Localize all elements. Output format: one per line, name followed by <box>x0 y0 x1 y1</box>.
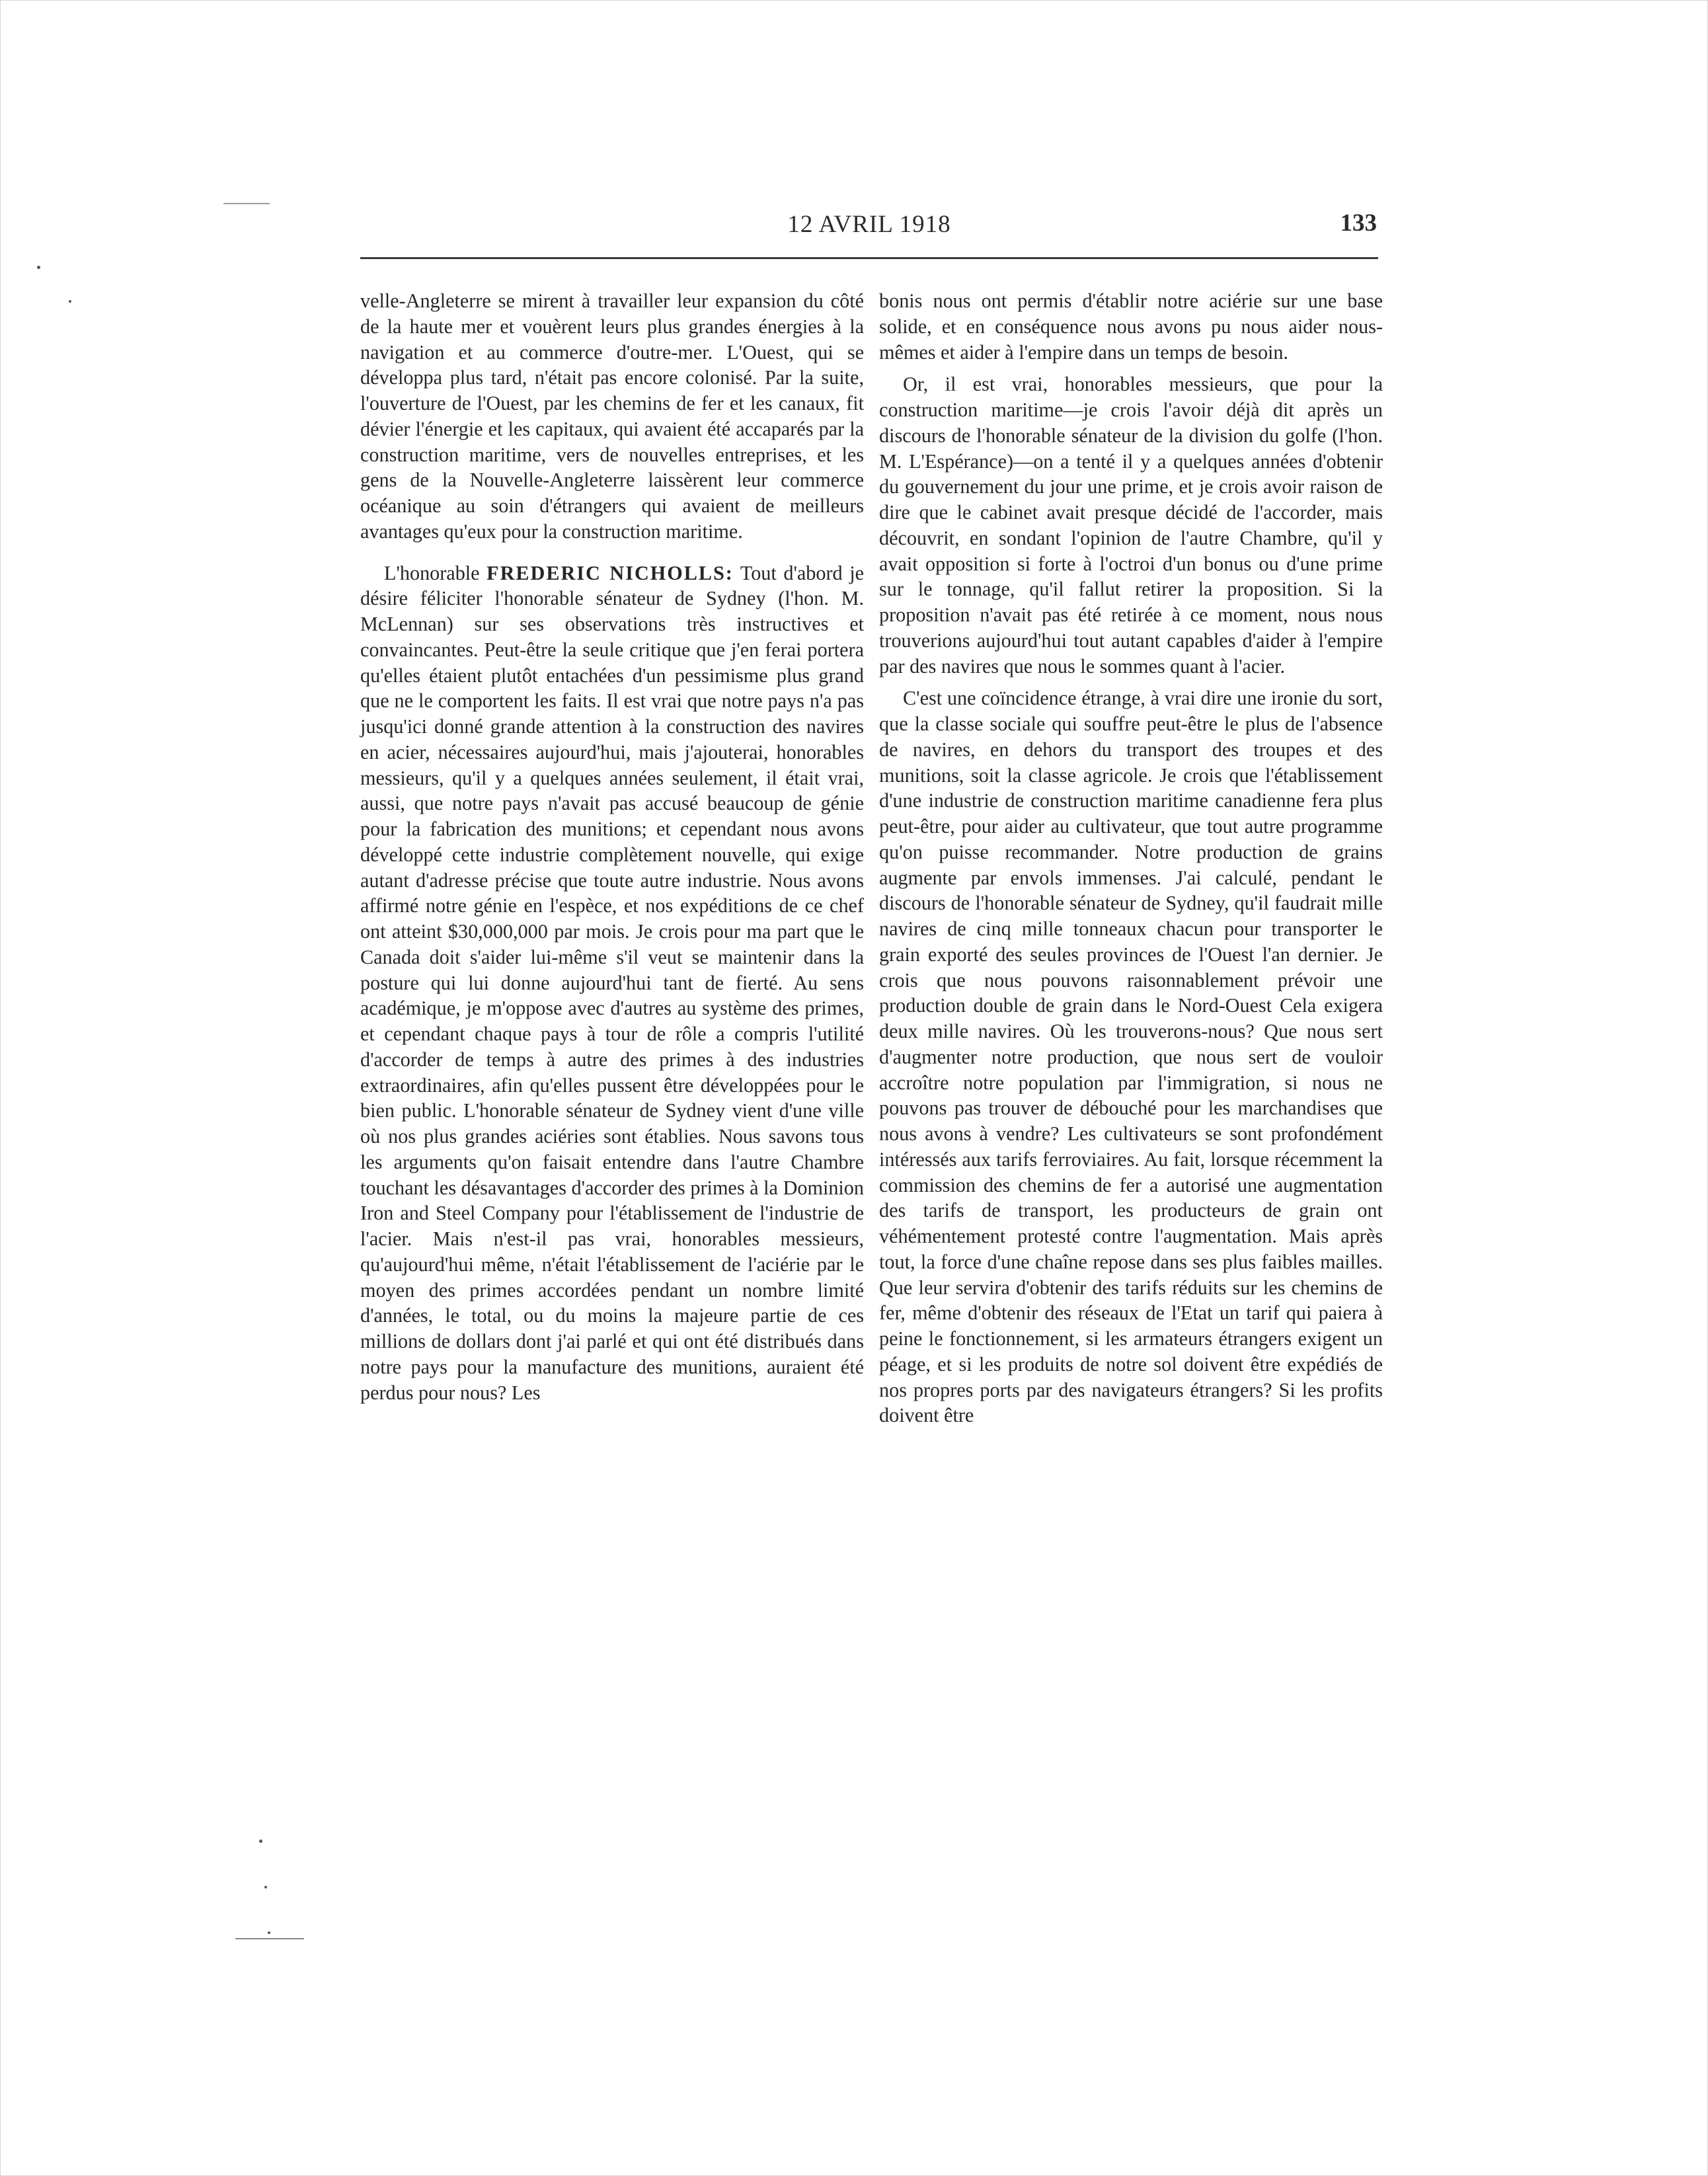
paragraph: bonis nous ont permis d'établir notre aciérie sur une base solide, et en conséquence nous avons pu nous aider nous-mêmes et aider à l'empire dans un temps de besoin. <box>879 290 1383 364</box>
header-date: 12 AVRIL 1918 <box>787 211 951 238</box>
header-rule <box>360 257 1378 259</box>
right-column <box>879 288 1383 1428</box>
page-header <box>360 210 1378 251</box>
scan-mark <box>259 1840 262 1843</box>
scan-mark <box>37 266 40 269</box>
paragraph: C'est une coïncidence étrange, à vrai dire une ironie du sort, que la classe sociale qui souffre peut-être le plus de l'absence de navires, en dehors du transport des troupes et des munitions, soit la classe agricole. Je crois que l'établissement d'une industrie de construction maritime canadienne fera plus peut-être, pour aider au cultivateur, que tout autre programme qu'on puisse recommander. Notre production de grains augmente par envols immenses. J'ai calculé, pendant le discours de l'honorable sénateur de Sydney, qu'il faudrait mille navires de cinq mille tonneaux chacun pour transporter le grain exporté des seules provinces de l'Ouest l'an dernier. Je crois que nous pouvons raisonnablement prévoir une production double de grain dans le Nord-Ouest Cela exigera deux mille navires. Où les trouverons-nous? Que nous sert d'augmenter notre production, que nous sert de vouloir accroître notre population par l'immigration, si nous ne pouvons pas trouver de débouché pour les marchandises que nous avons à vendre? Les cultivateurs se sont profondément intéressés aux tarifs ferroviaires. Au fait, lorsque récemment la commission des chemins de fer a autorisé une augmentation des tarifs de transport, les producteurs de grain ont véhémentement protesté contre l'augmentation. Mais après tout, la force d'une chaîne repose dans ses plus faibles mailles. Que leur servira d'obtenir des tarifs réduits sur les chemins de fer, même d'obtenir des réseaux de l'Etat un tarif qui paiera à peine le fonctionnement, si les armateurs étrangers exigent un péage, et si les produits de notre sol doivent être expédiés de nos propres ports par des navigateurs étrangers? Si les profits doivent être <box>879 687 1383 1427</box>
scan-mark <box>223 203 270 204</box>
scan-mark <box>264 1886 267 1888</box>
paragraph: velle-Angleterre se mirent à travailler leur expansion du côté de la haute mer et vouèrent leurs plus grandes énergies à la navigation et au commerce d'outre-mer. L'Ouest, qui se développa plus tard, n'était pas encore colonisé. Par la suite, l'ouverture de l'Ouest, par les chemins de fer et les canaux, fit dévier l'énergie et les capitaux, qui avaient été accaparés par la construction maritime, vers de nouvelles entreprises, et les gens de la Nouvelle-Angleterre laissèrent leur commerce océanique au soin d'étrangers qui avaient de meilleurs avantages qu'eux pour la construction maritime. <box>360 290 864 543</box>
left-column <box>360 288 864 1405</box>
scan-mark <box>235 1938 304 1939</box>
scan-mark <box>69 300 71 303</box>
page-number: 133 <box>1340 210 1377 237</box>
speaker-name: FREDERIC NICHOLLS: <box>486 561 734 584</box>
speech-intro: L'honorable <box>384 561 487 584</box>
paragraph-speech <box>360 561 864 1406</box>
scan-mark <box>268 1931 270 1934</box>
speech-text: Tout d'abord je désire féliciter l'honorable sénateur de Sydney (l'hon. M. McLennan) sur ses observations très instructives et convaincantes. Peut-être la seule critique que j'en ferai portera qu'elles étaient plutôt entachées d'un pessimisme plus grand que ne le comportent les faits. Il est vrai que notre pays n'a pas jusqu'ici donné grande attention à la construction des navires en acier, nécessaires aujourd'hui, mais j'ajouterai, honorables messieurs, qu'il y a quelques années seulement, il était vrai, aussi, que notre pays n'avait pas accusé beaucoup de génie pour la fabrication des munitions; et cependant nous avons développé cette industrie complètement nouvelle, qui exige autant d'adresse précise que toute autre industrie. Nous avons affirmé notre génie en l'espèce, et nos expéditions de ce chef ont atteint $30,000,000 par mois. Je crois pour ma part que le Canada doit s'aider lui-même s'il veut se maintenir dans la posture qui lui donne aujourd'hui tant de fierté. Au sens académique, je m'oppose avec d'autres au système des primes, et cependant chaque pays à tour de rôle a compris l'utilité d'accorder de temps à autre des primes à des industries extraordinaires, afin qu'elles pussent être développées pour le bien public. L'honorable sénateur de Sydney vient d'une ville où nos plus grandes aciéries sont établies. Nous savons tous les arguments qu'on faisait entendre dans l'autre Chambre touchant les désavantages d'accorder des primes à la Dominion Iron and Steel Company pour l'établissement de l'industrie de l'acier. Mais n'est-il pas vrai, honorables messieurs, qu'aujourd'hui même, n'était l'établissement de l'aciérie par le moyen des primes accordées pendant un nombre limité d'années, le total, ou du moins la majeure partie de ces millions de dollars dont j'ai parlé et qui ont été distribués dans notre pays pour la manufacture des munitions, auraient été perdus pour nous? Les <box>360 561 864 1404</box>
paragraph: Or, il est vrai, honorables messieurs, que pour la construction maritime—je crois l'avoir déjà dit après un discours de l'honorable sénateur de la division du golfe (l'hon. M. L'Espérance)—on a tenté il y a quelques années d'obtenir du gouvernement du jour une prime, et je crois avoir raison de dire que le cabinet avait presque décidé de l'accorder, mais découvrit, en sondant l'opinion de l'autre Chambre, qu'il y avait opposition si forte à l'octroi d'un bonus ou d'une prime sur le tonnage, qu'il fallut retirer la proposition. Si la proposition n'avait pas été retirée à ce moment, nous nous trouverions aujourd'hui tout autant capables d'aider à l'empire par des navires que nous le sommes quant à l'acier. <box>879 373 1383 678</box>
